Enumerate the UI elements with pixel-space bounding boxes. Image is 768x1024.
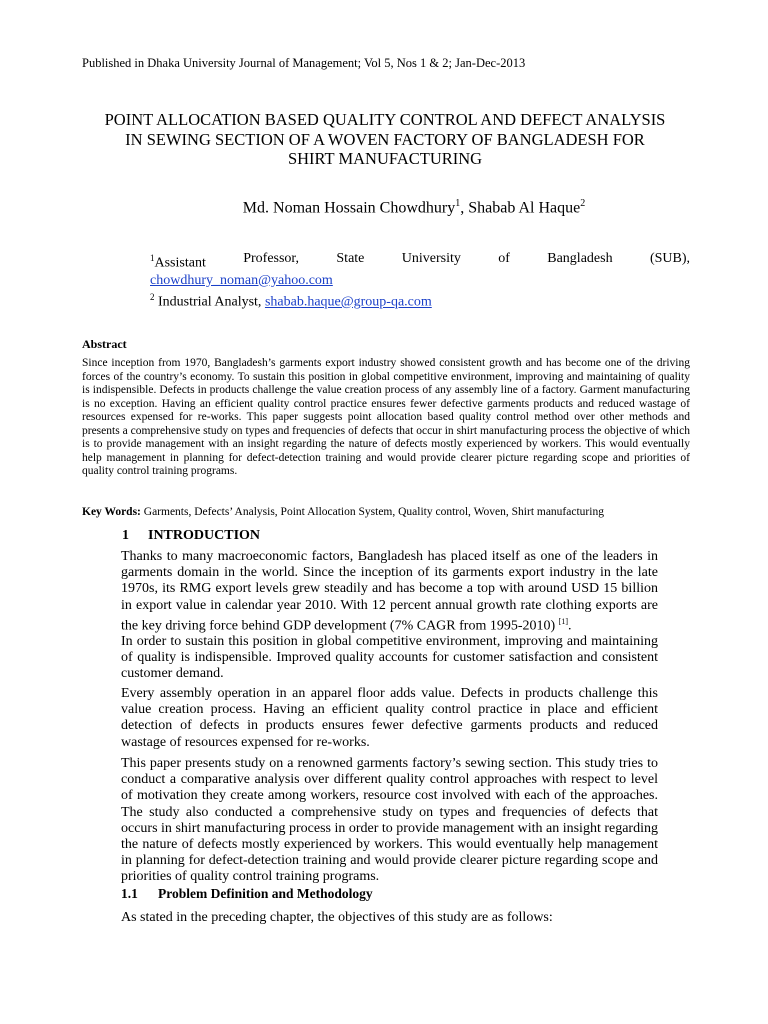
paragraph: This paper presents study on a renowned garments factory’s sewing section. This study tries to conduct a comparative analysis over different quality control approaches with respect to level of motivation they create among workers, resource cost involved with each of the approaches. The study also conducted a comprehensive study on types and frequencies of defects that occurs in shirt manufacturing process in order to provide management with an insight regarding the nature of defects mostly experienced by workers. This would eventually help management in planning for defect-detection training and would provide clearer picture regarding scope and priorities of quality control training programs. [121,756,658,885]
section-1-heading [122,528,260,544]
abstract-heading: Abstract [82,337,127,351]
affiliation-1-line [150,250,690,272]
affil-word: $^1$Assistant [150,253,206,271]
paragraph: Every assembly operation in an apparel floor adds value. Defects in products challenge this value creation process. Having an efficient quality control practice in place and efficient detection of defects in products ensures fewer defective garments products and reduced wastage of resources expensed for re-works. [121,686,658,750]
author-2-sup: 2 [580,198,586,209]
paragraph: As stated in the preceding chapter, the objectives of this study are as follows: [121,910,553,925]
affiliation-2 [150,289,690,311]
section-title: Problem Definition and Methodology [158,886,373,901]
section-number: 1 [122,528,129,543]
affil-1-sup: 1 [150,253,155,263]
section-title: INTRODUCTION [148,528,261,543]
keywords [82,506,690,518]
author-separator: , [460,199,469,217]
author-2: Shabab Al Haque [468,199,581,217]
affil-word: of [498,251,510,266]
affil-word: Professor, [243,251,300,266]
affil-word: University [401,251,461,266]
affil-word: Bangladesh [547,251,613,266]
journal-header: Published in Dhaka University Journal of Management; Vol 5, Nos 1 & 2; Jan-Dec-2013 [82,56,526,70]
citation-ref[interactable]: [1] [558,616,568,626]
section-number: 1.1 [121,886,138,901]
paper-title: POINT ALLOCATION BASED QUALITY CONTROL AND DEFECT ANALYSIS IN SEWING SECTION OF A WOVEN FACTORY OF BANGLADESH FOR SHIRT MANUFACTURING [104,110,666,168]
section-1-1-heading [121,886,373,902]
author-line [0,198,768,217]
affiliation-1 [150,250,690,289]
email-link-2[interactable]: shabab.haque@group-qa.com [264,294,432,310]
author-1: Md. Noman Hossain Chowdhury [242,199,456,217]
paragraph: Thanks to many macroeconomic factors, Bangladesh has placed itself as one of the leaders in garments domain in the world. Since the inception of its garments export industry in the late 1970s, its RMG export levels grew steadily and has become a top with around USD 15 billion in export value in calendar year 2010. With 12 percent annual growth rate clothing exports are the key driving force behind GDP development (7% CAGR from 1995-2010) [1]. [121,549,658,634]
keywords-label: Key Words: [82,506,141,518]
affil-word: (SUB), [649,251,690,266]
keywords-text: Garments, Defects’ Analysis, Point Allocation System, Quality control, Woven, Shirt manufacturing [140,506,604,518]
paragraph: In order to sustain this position in global competitive environment, improving and maintaining of quality is indispensible. Improved quality accounts for customer satisfaction and consistent customer demand. [121,634,658,682]
email-link-1[interactable]: chowdhury_noman@yahoo.com [150,272,333,288]
affil-2-sup: 2 [150,292,155,302]
author-1-sup: 1 [455,198,461,209]
affil-word: State [336,251,365,266]
abstract-body: Since inception from 1970, Bangladesh’s garments export industry showed consistent growth and has become one of the driving forces of the country’s economy. To sustain this position in global competitive environment, improving and maintaining of quality is indispensible. Defects in products challenge the value creation process of any assembly line of a factory. Garment manufacturing is no exception. Having an efficient quality control practice ensures fewer defective garments products and reduced wastage of resources expensed for re-works. This paper suggests point allocation based quality control method over other methods and presents a comprehensive study on types and frequencies of defects that occur in shirt manufacturing process the objective of which is to provide management with an insight regarding the nature of defects mostly experienced by workers. This would eventually help management in planning for defect-detection training and would provide clearer picture regarding scope and priorities of quality control training programs. [82,357,690,477]
affil-2-text: Industrial Analyst, [154,294,265,310]
